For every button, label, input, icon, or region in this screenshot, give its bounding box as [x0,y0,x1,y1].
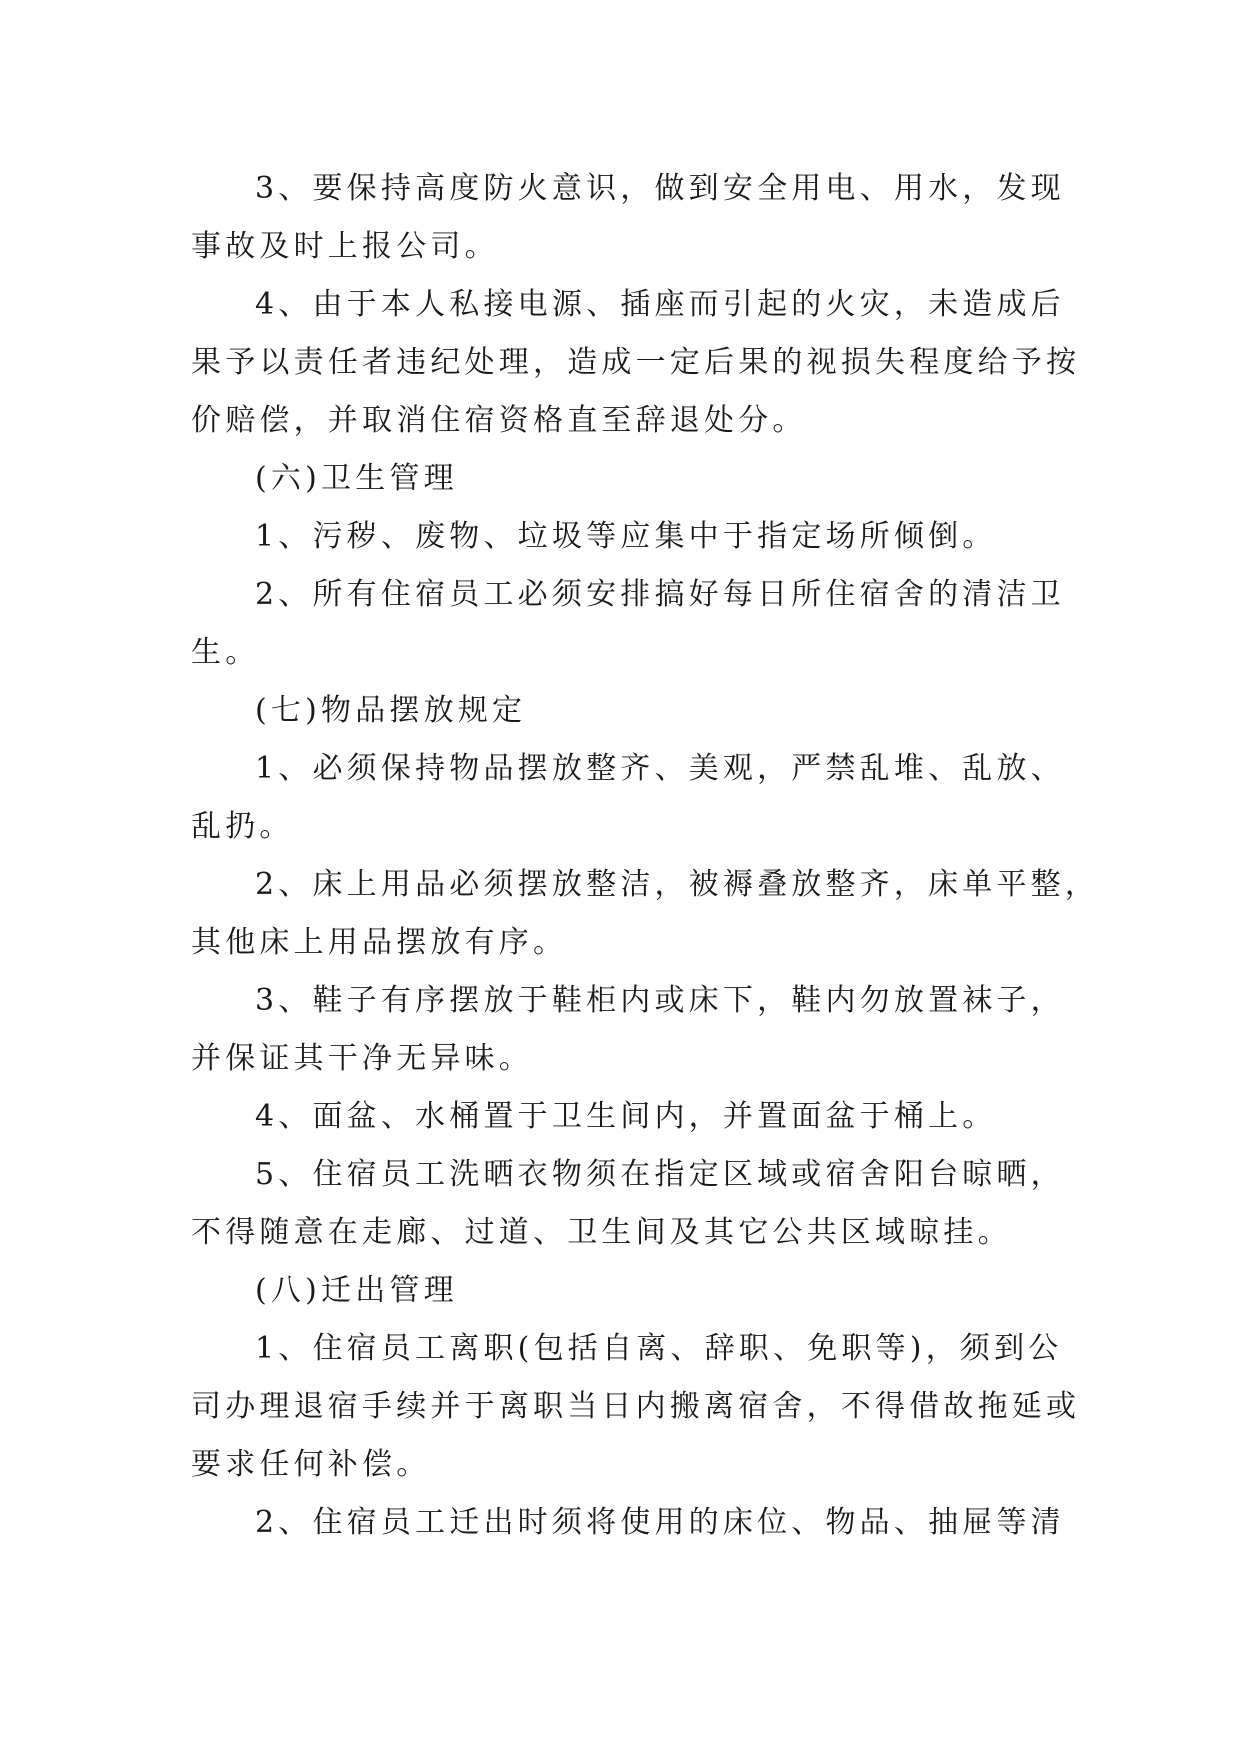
section-heading-hygiene [191,450,1061,508]
document-body [191,160,1100,1552]
paragraph-private-wiring [191,276,1081,450]
paragraph-line: 3、要保持高度防火意识，做到安全用电、用水，发现 [255,171,1065,206]
section-heading: (六)卫生管理 [255,461,458,496]
paragraph-line: 司办理退宿手续并于离职当日内搬离宿舍，不得借故拖延或 [191,1389,1081,1424]
paragraph-line: 生。 [191,635,260,670]
paragraph-line: 3、鞋子有序摆放于鞋柜内或床下，鞋内勿放置袜子， [255,983,1065,1018]
paragraph-line: 1、污秽、废物、垃圾等应集中于指定场所倾倒。 [255,519,997,554]
paragraph-line: 并保证其干净无异味。 [191,1041,533,1076]
paragraph-dorm-cleaning [191,566,1065,682]
paragraph-laundry [191,1146,1065,1262]
paragraph-line: 2、床上用品必须摆放整洁，被褥叠放整齐，床单平整， [255,867,1100,902]
paragraph-basins [191,1088,1061,1146]
paragraph-line: 4、面盆、水桶置于卫生间内，并置面盆于桶上。 [255,1099,997,1134]
paragraph-fire-awareness [191,160,1065,276]
paragraph-line: 2、住宿员工迁出时须将使用的床位、物品、抽屉等清 [255,1505,1065,1540]
paragraph-line: 价赔偿，并取消住宿资格直至辞退处分。 [191,403,807,438]
paragraph-move-out-cleanup [191,1494,1065,1552]
paragraph-line: 5、住宿员工洗晒衣物须在指定区域或宿舍阳台晾晒， [255,1157,1065,1192]
section-heading-item-placement [191,682,1061,740]
paragraph-line: 1、住宿员工离职(包括自离、辞职、免职等)，须到公 [255,1331,1063,1366]
paragraph-line: 要求任何补偿。 [191,1447,431,1482]
section-heading: (八)迁出管理 [255,1273,458,1308]
paragraph-line: 不得随意在走廊、过道、卫生间及其它公共区域晾挂。 [191,1215,1012,1250]
paragraph-tidy-items [191,740,1065,856]
section-heading: (七)物品摆放规定 [255,693,527,728]
paragraph-shoes [191,972,1065,1088]
paragraph-line: 4、由于本人私接电源、插座而引起的火灾，未造成后 [255,287,1065,322]
paragraph-line: 其他床上用品摆放有序。 [191,925,568,960]
paragraph-line: 1、必须保持物品摆放整齐、美观，严禁乱堆、乱放、 [255,751,1065,786]
paragraph-waste-disposal [191,508,1061,566]
paragraph-resignation [191,1320,1081,1494]
paragraph-line: 乱扔。 [191,809,294,844]
paragraph-line: 事故及时上报公司。 [191,229,499,264]
section-heading-move-out [191,1262,1061,1320]
paragraph-bedding [191,856,1100,972]
paragraph-line: 果予以责任者违纪处理，造成一定后果的视损失程度给予按 [191,345,1081,380]
paragraph-line: 2、所有住宿员工必须安排搞好每日所住宿舍的清洁卫 [255,577,1065,612]
